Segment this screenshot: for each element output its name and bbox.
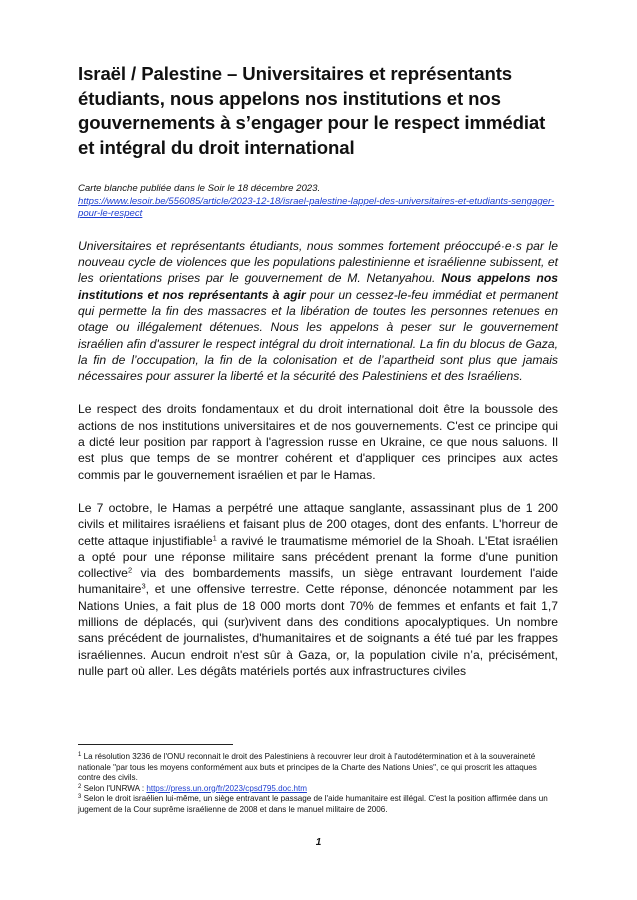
para3-text-c: via des bombardements massifs, un siège entravant lourdement l'aide humanitaire: [78, 566, 558, 597]
para3-text-a: Le 7 octobre, le Hamas a perpétré une attaque sanglante, assassinant plus de 1 200 civils et militaires israéliens et faisant plus de 200 otages, dont des enfants. L'horreur de cette attaque injustifiable: [78, 500, 558, 548]
para3-text-d: , et une offensive terrestre. Cette réponse, dénoncée notamment par les Nations Unies, a fait plus de 18 000 morts dont 70% de femmes et enfants et fait 1,7 millions de déplacés, qui (sur)vivent dans des conditions apocalyptiques. Un nombre sans précédent de journalistes, d'humanitaires et de soignants a été tué par les frappes israéliennes. Aucun endroit n'est sûr à Gaza, or, la population civile n’a, précisément, nulle part où aller. Les dégâts matériels portés aux infrastructures civiles: [78, 582, 558, 678]
footnote-link-2[interactable]: https://press.un.org/fr/2023/cpsd795.doc.htm: [146, 783, 307, 793]
page-title: Israël / Palestine – Universitaires et représentants étudiants, nous appelons nos institutions et nos gouvernements à s’engager pour le respect immédiat et intégral du droit international: [78, 63, 546, 158]
footnote-divider: [78, 744, 233, 745]
footnote-number-1: 1: [78, 752, 82, 758]
footnotes: [78, 752, 558, 815]
intro-paragraph: [78, 238, 558, 385]
para3-text-b: a ravivé le traumatisme mémoriel de la Shoah. L'Etat israélien a opté pour une réponse militaire sans précédent prenant la forme d'une punition collective: [78, 533, 559, 581]
page-number: 1: [315, 837, 322, 848]
paragraph-october-7: [78, 500, 558, 679]
document-body: [78, 62, 558, 679]
footnote-1: [78, 752, 558, 784]
footnote-ref-3[interactable]: 3: [141, 581, 146, 591]
publication-line: Carte blanche publiée dans le Soir le 18 décembre 2023.: [78, 183, 321, 194]
footnote-3: [78, 794, 558, 815]
footnote-text-2: Selon l'UNRWA :: [83, 783, 147, 793]
paragraph-principles: Le respect des droits fondamentaux et du droit international doit être la boussole des actions de nos institutions universitaires et de nos gouvernements. C'est ce principe qui a dicté leur position par rapport à l'agression russe en Ukraine, ce que nous saluons. Il est plus que temps de se montrer cohérent et d'appliquer ces principes aux actes commis par le gouvernement israélien et par le Hamas.: [78, 402, 558, 482]
footnote-2: [78, 784, 558, 795]
footnote-number-2: 2: [78, 783, 82, 790]
footnote-ref-1[interactable]: 1: [212, 533, 217, 543]
footnote-number-3: 3: [78, 794, 82, 800]
intro-text-1: Universitaires et représentants étudiants, nous sommes fortement préoccupé·e·s par le nouveau cycle de violences que les populations palestinienne et israélienne subissent, et les orientations prises par le gouvernement de M. Netanyahou.: [78, 238, 558, 286]
footnote-text-1: La résolution 3236 de l'ONU reconnait le droit des Palestiniens à recouvrer leur droit à l'autodétermination et à la souveraineté nationale "par tous les moyens conformément aux buts et principes de la Charte des Nations Unies", ce qui proscrit les attaques contre des civils.: [78, 752, 537, 782]
footnote-ref-2[interactable]: 2: [127, 565, 133, 575]
footnote-text-3: Selon le droit israélien lui-même, un siège entravant le passage de l'aide humanitaire est illégal. C'est la position affirmée dans un jugement de la Cour suprême israélienne de 2008 et dans le manuel militaire de 2006.: [78, 794, 548, 814]
publication-info: [78, 183, 558, 221]
intro-bold-call: Nous appelons nos institutions et nos représentants à agir: [78, 271, 558, 302]
intro-text-2: pour un cessez-le-feu immédiat et permanent qui permette la fin des massacres et la libération de toutes les personnes retenues en otage ou illégalement détenues. Nous les appelons à peser sur le gouvernement israélien afin d'assurer le respect intégral du droit international. La fin du blocus de Gaza, la fin de l’occupation, la fin de la colonisation et de l’apartheid sont plus que jamais nécessaires pour assurer la liberté et la sécurité des Palestiniens et des Israéliens.: [78, 287, 558, 384]
source-link[interactable]: https://www.lesoir.be/556085/article/2023-12-18/israel-palestine-lappel-des-universitaires-et-etudiants-sengager-pour-le-respect: [78, 195, 555, 220]
